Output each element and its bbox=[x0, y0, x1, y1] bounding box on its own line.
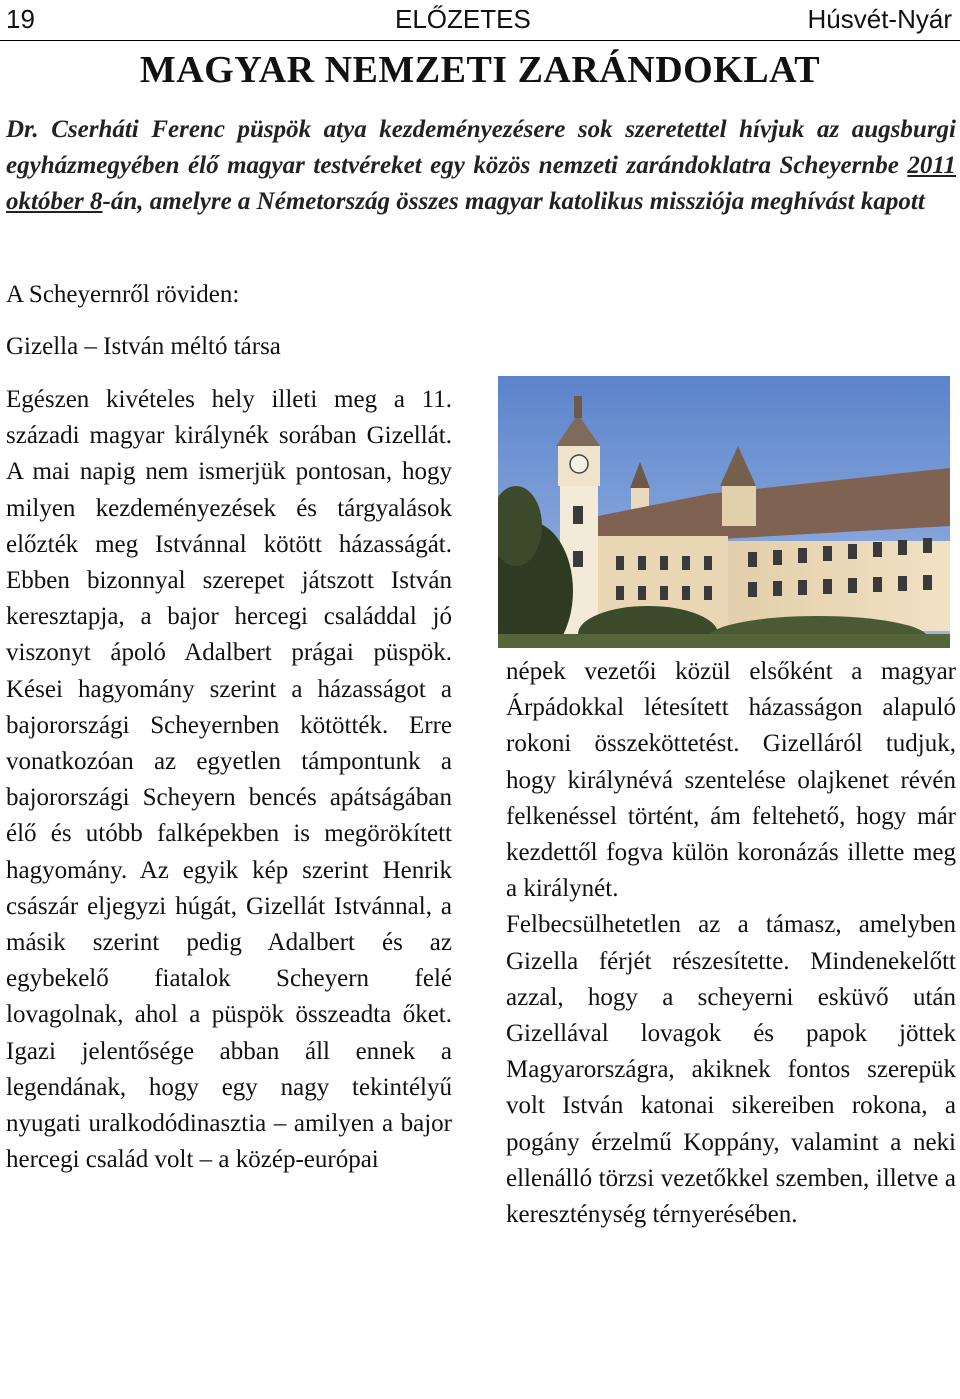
lawn bbox=[498, 634, 950, 648]
left-column-text: Egészen kivételes hely illeti meg a 11. századi magyar királynék sorában Gizellát. A mai napig nem ismerjük pontosan, hogy milyen kezdeményezések és tárgyalások előzték meg Istvánnal kötött házasságát. Ebben bizonnyal szerepet játszott István keresztapja, a bajor hercegi családdal jó viszonyt ápoló Adalbert prágai püspök. Kései hagyomány szerint a házasságot a bajorországi Scheyernben kötötték. Erre vonatkozóan az egyetlen támpontunk a bajorországi Scheyern bencés apátságában élő és utóbb falképekben is megörökített hagyomány. Az egyik kép szerint Henrik császár eljegyzi húgát, Gizellát Istvánnal, a másik szerint pedig Adalbert és az egybekelő fiatalok Scheyern felé lovagolnak, ahol a püspök összeadta őket. Igazi jelentősége abban áll ennek a legendának, hogy egy nagy tekintélyű nyugati uralkodódinasztia – amilyen a bajor hercegi család volt – a közép-európai bbox=[6, 386, 452, 1174]
subheading-gizella: Gizella – István méltó társa bbox=[6, 333, 281, 360]
left-column bbox=[6, 382, 452, 1178]
lead-text-start: Dr. Cserháti Ferenc püspök atya kezdeményezésere sok szeretettel hívjuk az augsburgi egyházmegyében élő magyar testvéreket egy közös nemzeti zarándoklatra Scheyernbe bbox=[6, 116, 956, 179]
issue-label: Húsvét-Nyár bbox=[807, 4, 952, 34]
section-label: ELŐZETES bbox=[395, 4, 531, 34]
abbey-illustration bbox=[498, 376, 950, 648]
page-number: 19 bbox=[6, 4, 35, 34]
article-title: MAGYAR NEMZETI ZARÁNDOKLAT bbox=[139, 49, 821, 91]
right-column-paragraph-2: Felbecsülhetetlen az a támasz, amelyben Gizella férjét részesítette. Mindenekelőtt azzal, hogy a scheyerni esküvő után Gizellával lovagok és papok jöttek Magyarországra, akiknek fontos szerepük volt István katonai sikereiben rokona, a pogány érzelmű Koppány, valamint a neki ellenálló törzsi vezetőkkel szemben, illetve a kereszténység térnyerésében. bbox=[506, 911, 956, 1229]
scheyern-abbey-photo bbox=[498, 376, 950, 648]
right-column-paragraph-1: népek vezetői közül elsőként a magyar Árpádokkal létesített házasságon alapuló rokoni összeköttetést. Gizelláról tudjuk, hogy királynévá szentelése olajkenet révén felkenéssel történt, ám feltehető, hogy már kezdettől fogva külön koronázás illette meg a királynét. bbox=[506, 658, 956, 903]
subheading-scheyern: A Scheyernről röviden: bbox=[6, 281, 240, 308]
article-lead bbox=[6, 112, 956, 220]
right-column bbox=[506, 654, 956, 1233]
lead-date: 2011 október 8 bbox=[6, 152, 956, 215]
running-header bbox=[0, 0, 960, 41]
lead-text-end: -án, amelyre a Németország összes magyar katolikus missziója meghívást kapott bbox=[102, 188, 925, 215]
